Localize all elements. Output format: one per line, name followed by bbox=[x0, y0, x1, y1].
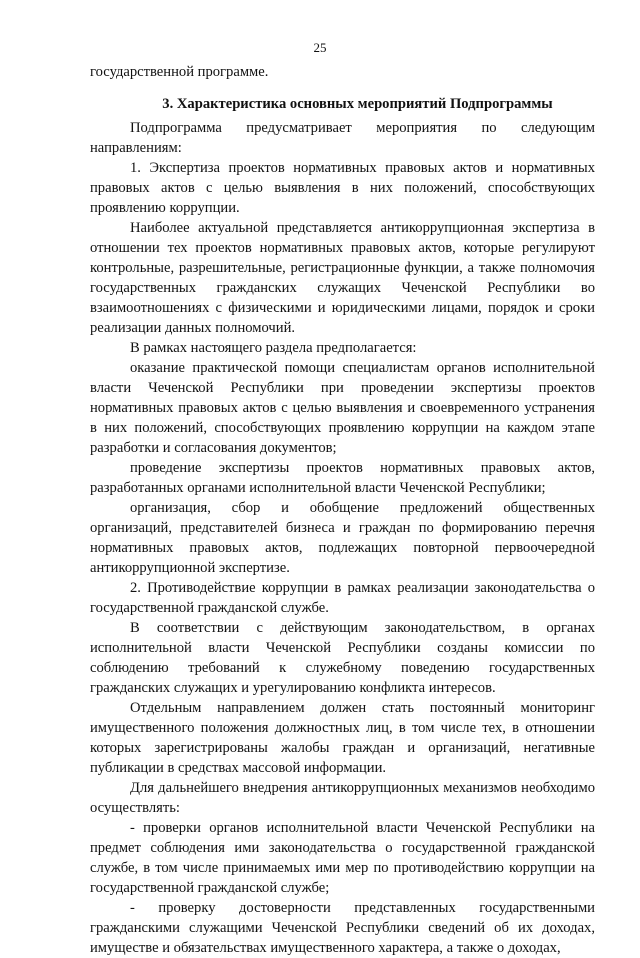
paragraph-organization: организация, сбор и обобщение предложений общественных организаций, представителей бизнеса и граждан по формированию перечня нормативных правовых актов, подлежащих повторной первоочередной антикоррупционной экспертизе. bbox=[90, 500, 595, 576]
paragraph-directions-intro: Подпрограмма предусматривает мероприятия по следующим направлениям: bbox=[90, 120, 595, 156]
paragraph-monitoring: Отдельным направлением должен стать постоянный мониторинг имущественного положения должностных лиц, в том числе тех, в отношении которых зарегистрированы жалобы граждан и организаций, негативные публикации в средствах массовой информации. bbox=[90, 700, 595, 776]
section-title: 3. Характеристика основных мероприятий Подпрограммы bbox=[162, 96, 553, 112]
paragraph-verification: - проверку достоверности представленных государственными гражданскими служащими Чеченской Республики сведений об их доходах, имуществе и обязательствах имущественного характера, а также о доходах, bbox=[90, 900, 595, 956]
paragraph-item-2: 2. Противодействие коррупции в рамках реализации законодательства о государственной гражданской службе. bbox=[90, 580, 595, 616]
document-body bbox=[90, 62, 595, 958]
paragraph-inspections: - проверки органов исполнительной власти Чеченской Республики на предмет соблюдения ими законодательства о государственной гражданской службе, в том числе принимаемых ими мер по противодействию коррупции на государственной гражданской службе; bbox=[90, 820, 595, 896]
paragraph-section-plans: В рамках настоящего раздела предполагается: bbox=[130, 340, 417, 356]
paragraph-actual-expertise: Наиболее актуальной представляется антикоррупционная экспертиза в отношении тех проектов нормативных правовых актов, которые регулируют контрольные, разрешительные, регистрационные функции, а также полномочия государственных гражданских служащих Чеченской Республики во взаимоотношениях с физическими и юридическими лицами, порядок и сроки реализации данных полномочий. bbox=[90, 220, 595, 336]
paragraph-mechanisms: Для дальнейшего внедрения антикоррупционных механизмов необходимо осуществлять: bbox=[90, 780, 595, 816]
page-number: 25 bbox=[313, 40, 327, 55]
paragraph-practical-help: оказание практической помощи специалистам органов исполнительной власти Чеченской Республики при проведении экспертизы проектов нормативных правовых актов с целью выявления и своевременного устранения в них положений, способствующих проявлению коррупции на каждом этапе разработки и согласования документов; bbox=[90, 360, 595, 456]
paragraph-conducting-expertise: проведение экспертизы проектов нормативных правовых актов, разработанных органами исполнительной власти Чеченской Республики; bbox=[90, 460, 595, 496]
paragraph-item-1: 1. Экспертиза проектов нормативных правовых актов и нормативных правовых актов с целью выявления в них положений, способствующих проявлению коррупции. bbox=[90, 160, 595, 216]
continuation-paragraph: государственной программе. bbox=[90, 64, 269, 80]
paragraph-commissions: В соответствии с действующим законодательством, в органах исполнительной власти Чеченской Республики созданы комиссии по соблюдению требований к служебному поведению государственных гражданских служащих и урегулированию конфликта интересов. bbox=[90, 620, 595, 696]
